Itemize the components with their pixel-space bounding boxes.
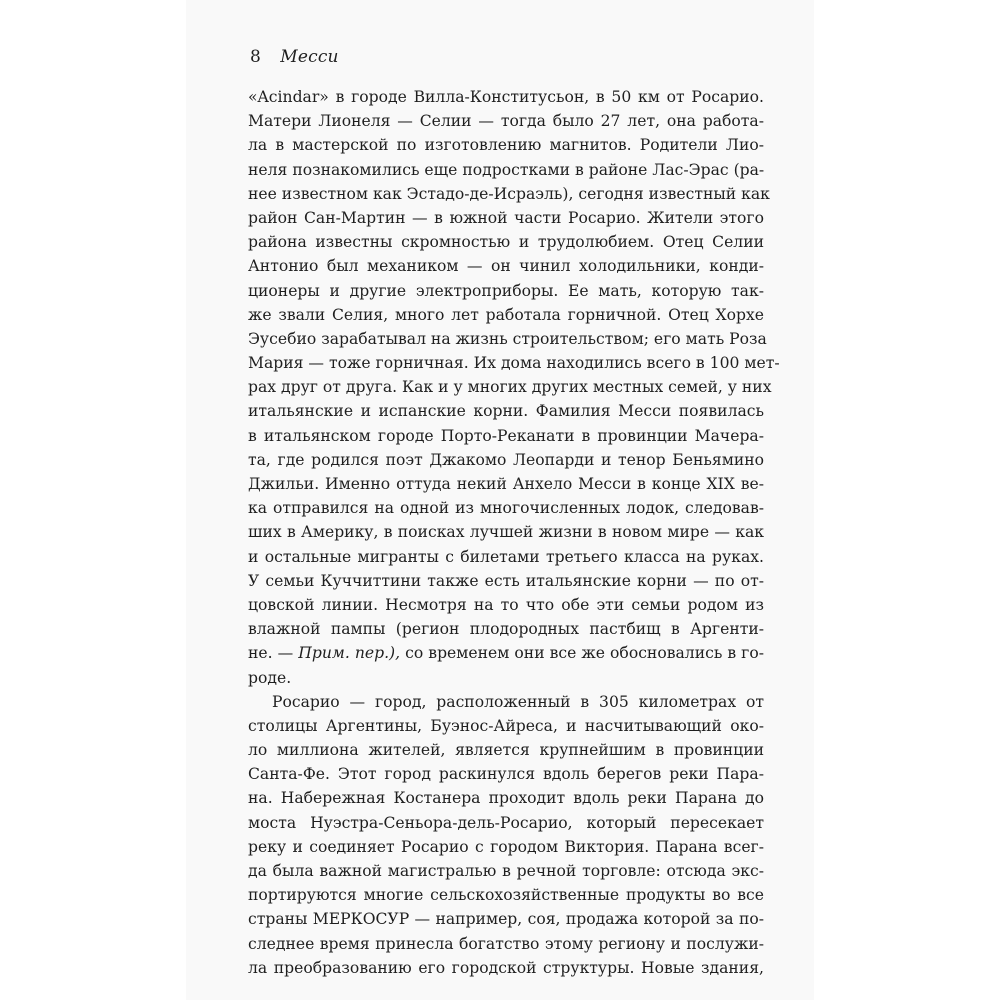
text-line: Джильи. Именно оттуда некий Анхело Месси в конце XIX ве- xyxy=(248,475,764,493)
text-line: рах друг от друга. Как и у многих других местных семей, у них xyxy=(248,378,772,397)
paragraph-end-line: роде. xyxy=(248,668,292,687)
text-line: та, где родился поэт Джакомо Леопарди и тенор Беньямино xyxy=(248,450,764,469)
text-line: ло миллиона жителей, является крупнейшим в провинции xyxy=(248,741,764,760)
text-line: ших в Америку, в поисках лучшей жизни в новом мире — как xyxy=(248,523,764,542)
text-line-indented: Росарио — город, расположенный в 305 километрах от xyxy=(272,692,764,711)
text-line: влажной пампы (регион плодородных пастбищ в Аргенти- xyxy=(248,620,764,639)
text-line: и остальные мигранты с билетами третьего класса на руках. xyxy=(248,547,764,566)
text-line: итальянские и испанские корни. Фамилия Месси появилась xyxy=(248,402,764,421)
book-page xyxy=(186,0,814,1000)
text-line: следнее время принесла богатство этому региону и послужи- xyxy=(248,934,764,953)
text-line: реку и соединяет Росарио с городом Виктория. Парана всег- xyxy=(248,837,764,856)
text-line: цовской линии. Несмотря на то что обе эти семьи родом из xyxy=(248,595,764,614)
text-line: Матери Лионеля — Селии — тогда было 27 лет, она работа- xyxy=(248,112,764,131)
text-line: на. Набережная Костанера проходит вдоль реки Парана до xyxy=(248,789,764,808)
text-line: района известны скромностью и трудолюбием. Отец Селии xyxy=(248,233,764,252)
text-line: ка отправился на одной из многочисленных лодок, следовав- xyxy=(248,499,764,518)
text-line: район Сан-Мартин — в южной части Росарио. Жители этого xyxy=(248,208,764,227)
text-line: столицы Аргентины, Буэнос-Айреса, и насчитывающий око- xyxy=(248,716,764,735)
page-number: 8 xyxy=(250,47,261,67)
text-line: в итальянском городе Порто-Реканати в провинции Мачера- xyxy=(248,426,764,445)
chapter-title: Месси xyxy=(280,47,339,67)
text-line: неля познакомились еще подростками в районе Лас-Эрас (ра- xyxy=(248,160,765,179)
text-line: Мария — тоже горничная. Их дома находились всего в 100 мет- xyxy=(248,354,780,373)
translator-note: Прим. пер.), xyxy=(298,644,401,663)
text-line-with-note xyxy=(248,641,764,665)
text-line: ла в мастерской по изготовлению магнитов. Родители Лио- xyxy=(248,136,764,155)
note-text-before: не. — xyxy=(248,644,299,663)
running-head xyxy=(250,47,339,67)
text-line: да была важной магистралью в речной торговле: отсюда экс- xyxy=(248,862,764,880)
body-text xyxy=(248,85,780,980)
text-line: «Acindar» в городе Вилла-Конститусьон, в 50 км от Росарио. xyxy=(248,88,764,106)
text-line: нее известном как Эстадо-де-Исраэль), сегодня известный как xyxy=(248,184,770,203)
text-line: Санта-Фе. Этот город раскинулся вдоль берегов реки Пара- xyxy=(248,765,764,784)
note-text-after: со временем они все же обосновались в го- xyxy=(400,644,765,663)
text-line: ла преобразованию его городской структуры. Новые здания, xyxy=(248,958,764,977)
text-line: Эусебио зарабатывал на жизнь строительством; его мать Роза xyxy=(248,329,767,348)
text-line: ционеры и другие электроприборы. Ее мать, которую так- xyxy=(248,281,764,300)
text-line: страны МЕРКОСУР — например, соя, продажа которой за по- xyxy=(248,910,764,929)
text-line: портируются многие сельскохозяйственные продукты во все xyxy=(248,886,764,905)
text-line: моста Нуэстра-Сеньора-дель-Росарио, который пересекает xyxy=(248,813,764,832)
text-line: Антонио был механиком — он чинил холодильники, конди- xyxy=(248,257,764,276)
text-line: же звали Селия, много лет работала горничной. Отец Хорхе xyxy=(248,305,764,324)
text-line: У семьи Куччиттини также есть итальянские корни — по от- xyxy=(248,571,764,590)
